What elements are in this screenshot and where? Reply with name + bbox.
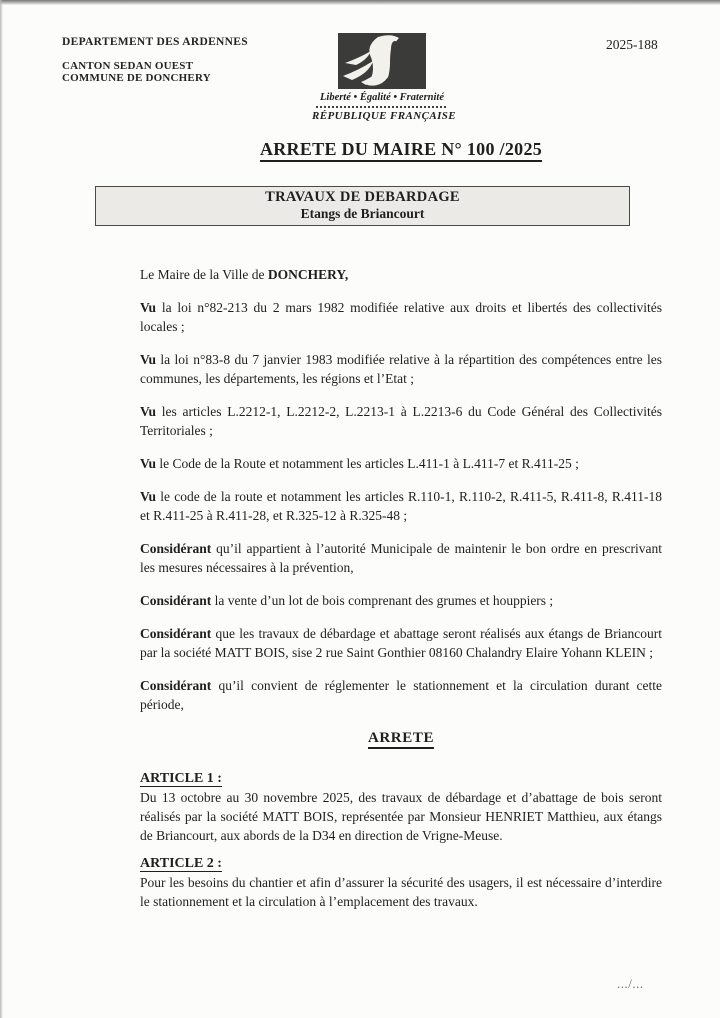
decree-title bbox=[140, 139, 662, 160]
clause-keyword: Vu bbox=[140, 404, 157, 419]
vu-clause bbox=[140, 350, 662, 388]
document-body bbox=[140, 0, 662, 911]
decree-title-text: ARRETE DU MAIRE N° 100 /2025 bbox=[260, 139, 542, 162]
considerant-clause bbox=[140, 624, 662, 662]
article-1-heading-text: ARTICLE 1 : bbox=[140, 771, 222, 786]
reference-number: 2025-188 bbox=[606, 37, 658, 52]
article-2-heading bbox=[140, 854, 662, 873]
scan-edge-left bbox=[0, 0, 3, 1018]
clause-text: le Code de la Route et notamment les articles L.411-1 à L.411-7 et R.411-25 ; bbox=[159, 456, 579, 471]
clause-keyword: Considérant bbox=[140, 678, 212, 693]
clause-text: que les travaux de débardage et abattage seront réalisés aux étangs de Briancourt par la société MATT BOIS, sise 2 rue Saint Gonthier 08160 Chalandry Elaire Yohann KLEIN ; bbox=[140, 626, 663, 660]
vu-clause bbox=[140, 298, 662, 336]
subject-line2: Etangs de Briancourt bbox=[300, 206, 425, 221]
arrete-heading-text: ARRETE bbox=[368, 730, 434, 749]
clause-text: le code de la route et notamment les articles R.110-1, R.110-2, R.411-5, R.411-8, R.411-18 et R.411-25 à R.411-28, et R.325-12 à R.325-48 ; bbox=[140, 489, 663, 523]
department-line: DEPARTEMENT DES ARDENNES bbox=[62, 36, 248, 48]
considerant-clause bbox=[140, 676, 662, 714]
commune-line: COMMUNE DE DONCHERY bbox=[62, 72, 211, 84]
considerant-clause bbox=[140, 591, 662, 610]
article-1-text: Du 13 octobre au 30 novembre 2025, des travaux de débardage et d’abattage de bois seront réalisés par la société MATT BOIS, représentée par Monsieur HENRIET Matthieu, aux étangs de Briancourt, aux abords de la D34 en direction de Vrigne-Meuse. bbox=[140, 790, 662, 843]
article-2-text: Pour les besoins du chantier et afin d’assurer la sécurité des usagers, il est nécessaire d’interdire le stationnement et la circulation à l’emplacement des travaux. bbox=[140, 875, 662, 909]
clause-text: la loi n°83-8 du 7 janvier 1983 modifiée relative à la répartition des compétences entre les communes, les départements, les régions et l’Etat ; bbox=[140, 352, 662, 386]
motto-line: Liberté • Égalité • Fraternité bbox=[319, 92, 444, 103]
clause-keyword: Vu bbox=[140, 456, 157, 471]
arrete-heading bbox=[140, 730, 662, 747]
republic-name: RÉPUBLIQUE FRANÇAISE bbox=[312, 110, 457, 122]
clause-text: les articles L.2212-1, L.2212-2, L.2213-1 à L.2213-6 du Code Général des Collectivités Territoriales ; bbox=[140, 404, 663, 438]
article-2-heading-text: ARTICLE 2 : bbox=[140, 856, 222, 871]
intro-prefix: Le Maire de la Ville de bbox=[140, 267, 268, 282]
vu-clause bbox=[140, 454, 662, 473]
clause-text: la vente d’un lot de bois comprenant des grumes et houppiers ; bbox=[214, 593, 554, 608]
subject-line1: TRAVAUX DE DEBARDAGE bbox=[265, 189, 460, 205]
clause-text: qu’il convient de réglementer le stationnement et la circulation durant cette période, bbox=[140, 678, 662, 712]
vu-clause bbox=[140, 402, 662, 440]
clause-keyword: Considérant bbox=[140, 593, 212, 608]
commune-name-bold: DONCHERY, bbox=[267, 267, 349, 282]
subject-box bbox=[95, 186, 630, 226]
page-continuation-mark: .../... bbox=[617, 976, 644, 991]
vu-clause bbox=[140, 487, 662, 525]
clause-keyword: Considérant bbox=[140, 541, 212, 556]
clause-text: qu’il appartient à l’autorité Municipale de maintenir le bon ordre en prescrivant les mesures nécessaires à la prévention, bbox=[140, 541, 662, 575]
clause-keyword: Vu bbox=[140, 489, 157, 504]
clause-keyword: Considérant bbox=[140, 626, 212, 641]
clause-text: la loi n°82-213 du 2 mars 1982 modifiée relative aux droits et libertés des collectivités locales ; bbox=[140, 300, 662, 334]
clause-keyword: Vu bbox=[140, 300, 157, 315]
canton-line: CANTON SEDAN OUEST bbox=[62, 60, 194, 72]
article-1-heading bbox=[140, 769, 662, 788]
clause-keyword: Vu bbox=[140, 352, 157, 367]
intro-paragraph bbox=[140, 265, 662, 284]
considerant-clause bbox=[140, 539, 662, 577]
